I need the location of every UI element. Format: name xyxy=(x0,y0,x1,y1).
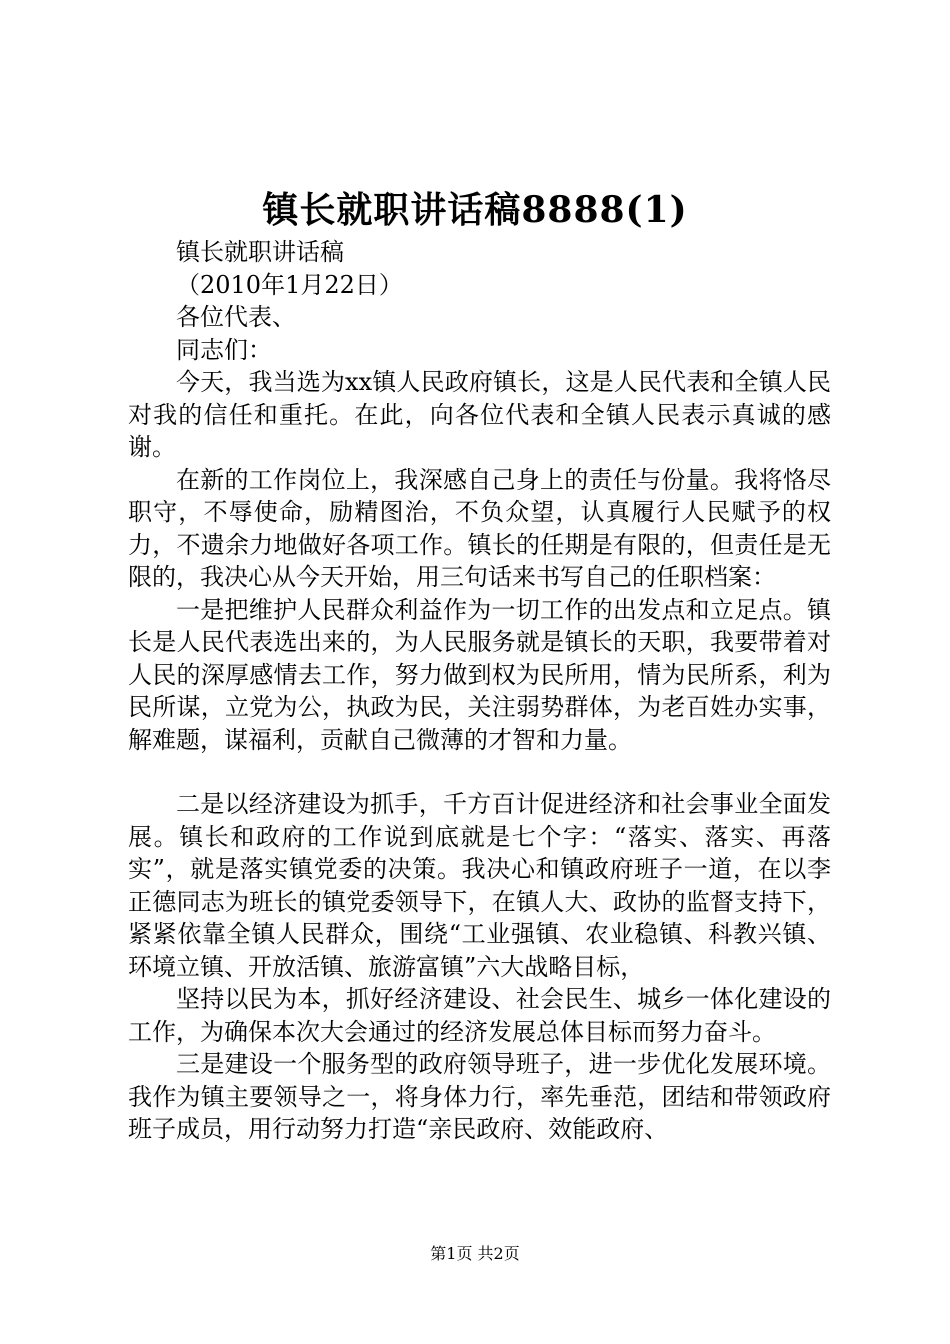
document-title: 镇长就职讲话稿8888(1) xyxy=(262,189,688,231)
page-footer: 第1页 共2页 xyxy=(430,1244,520,1263)
paragraph-heading: 镇长就职讲话稿 xyxy=(176,238,344,266)
paragraph-body: 三是建设一个服务型的政府领导班子，进一步优化发展环境。我作为镇主要领导之一，将身体力行，率先垂范，团结和带领政府班子成员，用行动努力打造“亲民政府、效能政府、 xyxy=(128,1050,831,1143)
paragraph-date: （2010年1月22日） xyxy=(176,270,403,299)
paragraph-body: 坚持以民为本，抓好经济建设、社会民生、城乡一体化建设的工作，为确保本次大会通过的经济发展总体目标而努力奋斗。 xyxy=(128,985,831,1046)
paragraph-body: 今天，我当选为xx镇人民政府镇长，这是人民代表和全镇人民对我的信任和重托。在此，向各位代表和全镇人民表示真诚的感谢。 xyxy=(128,368,831,461)
paragraph-body: 一是把维护人民群众利益作为一切工作的出发点和立足点。镇长是人民代表选出来的，为人民服务就是镇长的天职，我要带着对人民的深厚感情去工作，努力做到权为民所用，情为民所系，利为民所谋，立党为公，执政为民，关注弱势群体，为老百姓办实事，解难题，谋福利，贡献自己微薄的才智和力量。 xyxy=(128,595,831,754)
paragraph-salutation-2: 同志们： xyxy=(176,335,272,364)
document-body xyxy=(128,236,831,1146)
paragraph-body: 二是以经济建设为抓手，千方百计促进经济和社会事业全面发展。镇长和政府的工作说到底就是七个字：“落实、落实、再落实”，就是落实镇党委的决策。我决心和镇政府班子一道，在以李正德同志为班长的镇党委领导下，在镇人大、政协的监督支持下，紧紧依靠全镇人民群众，围绕“工业强镇、农业稳镇、科教兴镇、环境立镇、开放活镇、旅游富镇”六大战略目标， xyxy=(128,790,831,981)
paragraph-salutation: 各位代表、 xyxy=(176,303,296,331)
paragraph-body: 在新的工作岗位上，我深感自己身上的责任与份量。我将恪尽职守，不辱使命，励精图治，不负众望，认真履行人民赋予的权力，不遗余力地做好各项工作。镇长的任期是有限的，但责任是无限的，我决心从今天开始，用三句话来书写自己的任职档案： xyxy=(128,465,831,591)
